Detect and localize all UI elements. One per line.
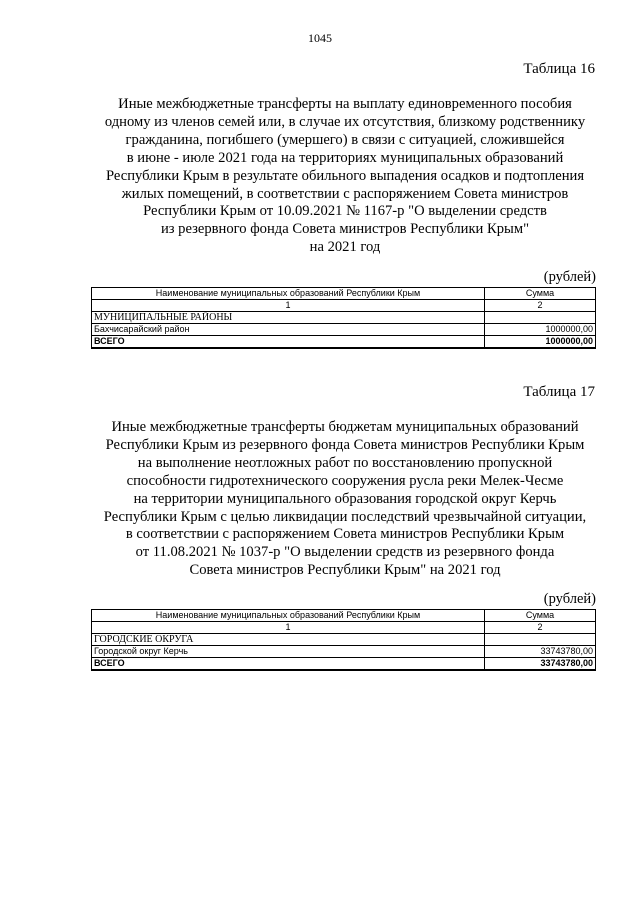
column-number: 1 (92, 622, 485, 634)
title-line: Республики Крым из резервного фонда Совета министров Республики Крым (105, 436, 585, 453)
page-number: 1045 (308, 31, 332, 45)
column-number: 2 (485, 300, 596, 312)
title-line: из резервного фонда Совета министров Республики Крым" (160, 221, 530, 238)
amount-cell: 1000000,00 (485, 324, 596, 336)
municipality-name: Бахчисарайский район (92, 324, 485, 336)
table-16-units: (рублей) (543, 269, 596, 285)
table-16 (91, 287, 596, 349)
title-line: от 11.08.2021 № 1037-р "О выделении средств из резервного фонда (135, 544, 555, 561)
title-line: Республики Крым с целью ликвидации последствий чрезвычайной ситуации, (103, 508, 587, 525)
table-17-units: (рублей) (543, 591, 596, 607)
column-header-name: Наименование муниципальных образований Республики Крым (92, 288, 485, 300)
municipality-name: Городской округ Керчь (92, 646, 485, 658)
column-number: 2 (485, 622, 596, 634)
title-line: Республики Крым от 10.09.2021 № 1167-р "О выделении средств (143, 203, 547, 220)
column-number: 1 (92, 300, 485, 312)
amount-cell: 33743780,00 (485, 646, 596, 658)
total-label: ВСЕГО (92, 658, 485, 671)
total-amount: 1000000,00 (485, 336, 596, 349)
section-empty-cell (485, 312, 596, 324)
table-row (92, 646, 596, 658)
total-amount: 33743780,00 (485, 658, 596, 671)
total-label: ВСЕГО (92, 336, 485, 349)
section-label: ГОРОДСКИЕ ОКРУГА (92, 634, 485, 646)
column-number-row (92, 622, 596, 634)
table-row (92, 324, 596, 336)
total-row (92, 336, 596, 349)
column-header-amount: Сумма (485, 288, 596, 300)
title-line: Республики Крым в результате обильного выпадения осадков и подтопления (105, 167, 585, 184)
section-empty-cell (485, 634, 596, 646)
table-header-row (92, 288, 596, 300)
title-line: в июне - июле 2021 года на территориях муниципальных образований (126, 149, 564, 166)
table-16-label: Таблица 16 (523, 61, 595, 77)
title-line: Иные межбюджетные трансферты бюджетам муниципальных образований (111, 419, 579, 435)
table-header-row (92, 610, 596, 622)
title-line: Иные межбюджетные трансферты на выплату единовременного пособия (118, 96, 572, 112)
title-line: на выполнение неотложных работ по восстановлению пропускной (137, 454, 553, 471)
title-line: в соответствии с распоряжением Совета министров Республики Крым (125, 526, 565, 543)
table-17-label: Таблица 17 (523, 384, 595, 400)
title-line: гражданина, погибшего (умершего) в связи с ситуацией, сложившейся (125, 131, 565, 148)
column-header-name: Наименование муниципальных образований Республики Крым (92, 610, 485, 622)
title-line: на территории муниципального образования городской округ Керчь (133, 490, 557, 507)
title-line: на 2021 год (309, 239, 381, 256)
section-label: МУНИЦИПАЛЬНЫЕ РАЙОНЫ (92, 312, 485, 324)
title-line: жилых помещений, в соответствии с распоряжением Совета министров (121, 185, 569, 202)
table-16-title (70, 96, 620, 257)
column-header-amount: Сумма (485, 610, 596, 622)
title-line: одному из членов семей или, в случае их отсутствия, близкому родственнику (104, 113, 586, 130)
column-number-row (92, 300, 596, 312)
section-row (92, 634, 596, 646)
title-line: способности гидротехнического сооружения русла реки Мелек-Чесме (126, 472, 564, 489)
section-row (92, 312, 596, 324)
table-17-title (70, 419, 620, 580)
title-line: Совета министров Республики Крым" на 2021 год (189, 562, 501, 579)
table-17 (91, 609, 596, 671)
total-row (92, 658, 596, 671)
